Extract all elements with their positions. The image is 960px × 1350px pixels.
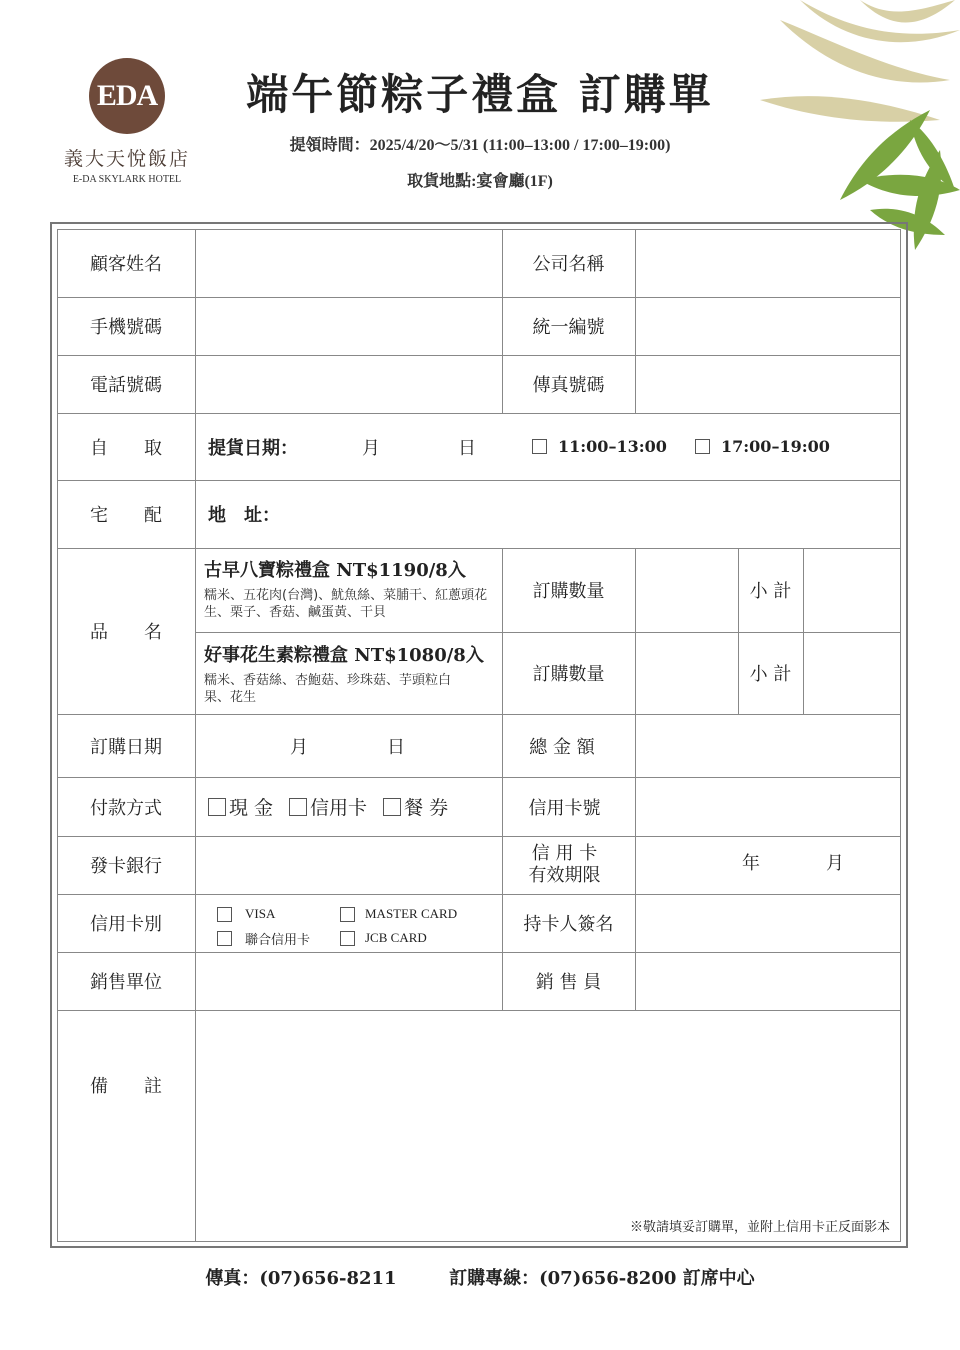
slot1-label: 11:00–13:00 xyxy=(558,437,667,456)
jcb-checkbox[interactable] xyxy=(340,931,355,946)
address-label: 地 址： xyxy=(208,505,280,526)
hotel-logo xyxy=(62,58,192,188)
product1-subtotal-field[interactable] xyxy=(803,548,901,632)
master-checkbox[interactable] xyxy=(340,907,355,922)
tax-id-label: 統一編號 xyxy=(532,317,605,338)
pay-card-checkbox[interactable] xyxy=(289,798,307,816)
address-field[interactable] xyxy=(290,480,890,548)
pickup-place: 取貨地點:宴會廳(1F) xyxy=(407,173,553,190)
master-label: MASTER CARD xyxy=(365,906,458,921)
product2-qty-field[interactable] xyxy=(635,632,738,714)
form-note: ※敬請填妥訂購單，並附上信用卡正反面影本 xyxy=(629,1220,890,1235)
salesperson-field[interactable] xyxy=(635,952,901,1010)
mobile-label: 手機號碼 xyxy=(90,317,162,338)
logo-name-en: E-DA SKYLARK HOTEL xyxy=(72,174,182,185)
salesperson-label: 銷 售 員 xyxy=(535,972,602,993)
slot1-checkbox[interactable] xyxy=(532,439,547,454)
pay-voucher-label: 餐 券 xyxy=(404,797,449,819)
jcb-label: JCB CARD xyxy=(365,930,427,945)
total-label: 總 金 額 xyxy=(529,736,595,758)
product2 xyxy=(204,641,499,706)
card-expiry-label xyxy=(502,836,627,894)
product1-qty-label: 訂購數量 xyxy=(532,581,605,602)
sales-unit-field[interactable] xyxy=(195,952,502,1010)
union-label: 聯合信用卡 xyxy=(245,932,311,948)
company-name-label: 公司名稱 xyxy=(532,254,605,275)
card-type-label: 信用卡別 xyxy=(90,914,162,935)
visa-label: VISA xyxy=(245,906,276,921)
pay-voucher-checkbox[interactable] xyxy=(383,798,401,816)
product1-qty-field[interactable] xyxy=(635,548,738,632)
remarks-label: 備 註 xyxy=(90,1076,162,1097)
product-label: 品 名 xyxy=(90,622,162,643)
payment-options xyxy=(208,777,498,836)
footer-hotline: 訂購專線：(07)656-8200 訂席中心 xyxy=(449,1268,755,1289)
product2-subtotal-label: 小 計 xyxy=(749,664,792,685)
card-no-label: 信用卡號 xyxy=(528,797,601,819)
order-date-label: 訂購日期 xyxy=(90,736,162,758)
pickup-time: 提領時間：2025/4/20～5/31 (11:00–13:00 / 17:00–19:00) xyxy=(289,137,671,154)
fax-field[interactable] xyxy=(635,355,901,413)
phone-field[interactable] xyxy=(195,355,502,413)
bank-field[interactable] xyxy=(195,836,502,894)
pickup-month-label: 月 xyxy=(362,437,380,459)
tax-id-field[interactable] xyxy=(635,297,901,355)
payment-label: 付款方式 xyxy=(90,797,162,819)
expiry-month-label: 月 xyxy=(826,853,844,874)
pay-cash-label: 現 金 xyxy=(229,797,274,819)
pay-cash-checkbox[interactable] xyxy=(208,798,226,816)
card-no-field[interactable] xyxy=(635,777,901,836)
customer-name-field[interactable] xyxy=(195,229,502,297)
product1-name: 古早八寶粽禮盒 NT$1190/8入 xyxy=(204,560,466,581)
slot2-label: 17:00–19:00 xyxy=(721,437,830,456)
remarks-field[interactable] xyxy=(195,1010,901,1210)
self-pickup-label: 自 取 xyxy=(90,437,162,459)
card-expiry-line1: 信 用 卡 xyxy=(531,843,598,864)
customer-name-label: 顧客姓名 xyxy=(90,254,162,275)
product2-desc: 糯米、香菇絲、杏鮑菇、珍珠菇、芋頭粒白果、花生 xyxy=(204,673,452,705)
product2-qty-label: 訂購數量 xyxy=(532,664,605,685)
signature-label: 持卡人簽名 xyxy=(523,914,614,935)
bank-label: 發卡銀行 xyxy=(90,856,162,877)
sales-unit-label: 銷售單位 xyxy=(90,972,162,993)
signature-field[interactable] xyxy=(635,894,901,952)
fax-label: 傳真號碼 xyxy=(532,375,605,396)
union-checkbox[interactable] xyxy=(217,931,232,946)
footer-fax: 傳真：(07)656-8211 xyxy=(205,1268,397,1289)
footer xyxy=(0,1264,960,1290)
order-day-label: 日 xyxy=(387,736,405,758)
product2-subtotal-field[interactable] xyxy=(803,632,901,714)
logo-name-zh: 義大天悅飯店 xyxy=(63,148,190,170)
product1-subtotal-label: 小 計 xyxy=(749,581,792,602)
card-type-options xyxy=(217,902,457,950)
expiry-year-label: 年 xyxy=(742,853,760,874)
pay-card-label: 信用卡 xyxy=(310,797,368,819)
slot2-checkbox[interactable] xyxy=(695,439,710,454)
product1-desc: 糯米、五花肉(台灣)、魷魚絲、菜脯干、紅蔥頭花生、栗子、香菇、鹹蛋黃、干貝 xyxy=(204,588,488,620)
company-name-field[interactable] xyxy=(635,229,901,297)
pickup-day-label: 日 xyxy=(458,437,476,459)
pickup-month-field[interactable] xyxy=(310,413,360,480)
card-expiry-line2: 有效期限 xyxy=(528,865,601,886)
page-title: 端午節粽子禮盒 訂購單 xyxy=(246,70,714,119)
pickup-day-field[interactable] xyxy=(394,413,454,480)
bamboo-leaves-decoration xyxy=(740,0,960,250)
phone-label: 電話號碼 xyxy=(90,375,162,396)
order-month-label: 月 xyxy=(290,736,308,758)
total-field[interactable] xyxy=(635,714,901,777)
visa-checkbox[interactable] xyxy=(217,907,232,922)
pickup-date-label: 提貨日期： xyxy=(208,437,298,459)
product1 xyxy=(204,556,499,621)
logo-mark: EDA xyxy=(89,58,165,134)
mobile-field[interactable] xyxy=(195,297,502,355)
product2-name: 好事花生素粽禮盒 NT$1080/8入 xyxy=(204,645,484,666)
delivery-label: 宅 配 xyxy=(90,505,162,526)
